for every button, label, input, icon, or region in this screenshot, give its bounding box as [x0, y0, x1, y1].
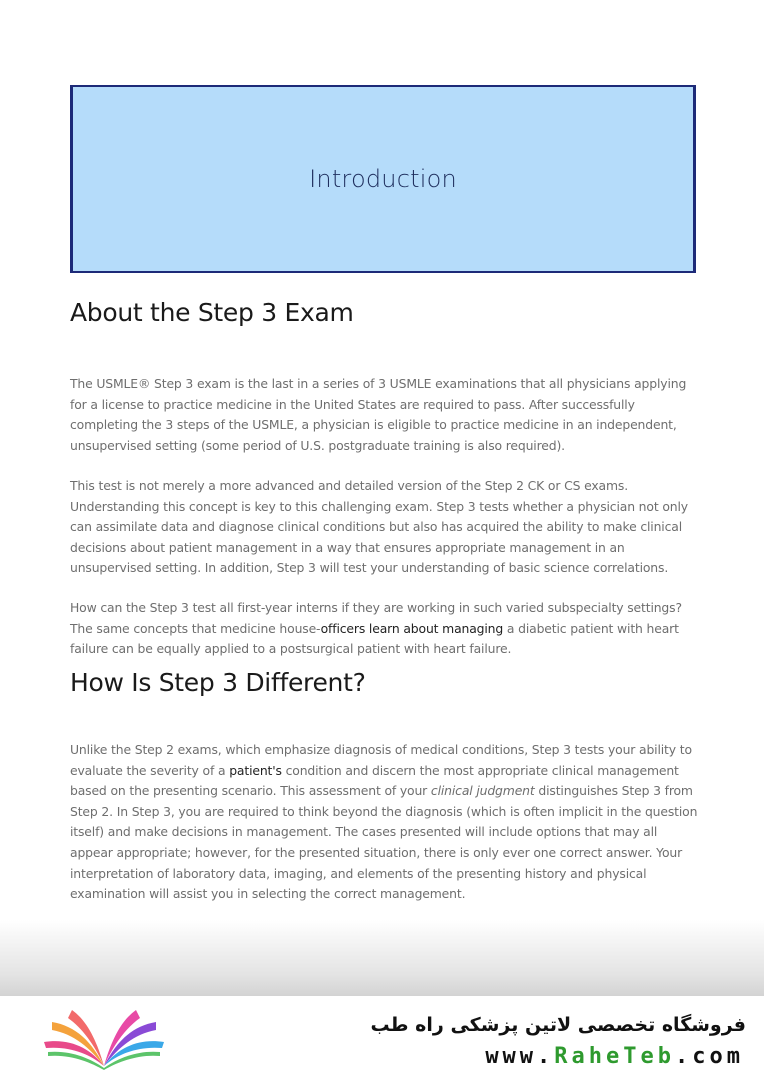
paragraph-about-1: The USMLE® Step 3 exam is the last in a series of 3 USMLE examinations that all physicians applying for a license to practice medicine in the United States are required to pass. After successfully completing the 3 steps of the USMLE, a physician is eligible to practice medicine in an independent, unsupervised setting (some period of U.S. postgraduate training is also required). [70, 376, 687, 453]
paragraph-different-text-c: condition and discern the most appropriate clinical management based on the presenting scenario. This assessment of your [70, 762, 679, 799]
footer-shadow [0, 920, 764, 998]
paragraph-about-3-text-b: officers learn about managing [320, 620, 504, 636]
footer-bar [0, 996, 764, 1080]
paragraph-different-text-e: distinguishes Step 3 from Step 2. In Step 3, you are required to think beyond the diagnosis (which is often implicit in the question itself) and make decisions in management. The cases presented will include options that may all appear appropriate; however, for the presented situation, there is only ever one correct answer. Your interpretation of laboratory data, imaging, and elements of the presenting history and physical examination will assist you in selecting the correct management. [70, 783, 698, 902]
paragraph-about-3-text-c: a diabetic patient with heart failure can be equally applied to a postsurgical patient with heart failure. [70, 620, 679, 657]
section-heading-different: How Is Step 3 Different? [70, 668, 366, 697]
intro-title: Introduction [309, 165, 457, 193]
url-suffix: .com [675, 1044, 744, 1069]
section-heading-about: About the Step 3 Exam [70, 298, 354, 327]
paragraph-different-text-b: patient's [229, 762, 282, 778]
intro-banner [70, 85, 696, 273]
paragraph-about-3-text-a: How can the Step 3 test all first-year interns if they are working in such varied subspecialty settings? The same concepts that medicine house- [70, 600, 682, 636]
url-brand: RaheTeb [554, 1044, 676, 1069]
open-book-logo-icon [40, 1008, 168, 1070]
paragraph-different-text-d: clinical judgment [430, 783, 535, 799]
footer-website-url [485, 1044, 744, 1069]
paragraph-different-1 [70, 740, 700, 905]
paragraph-about-2: This test is not merely a more advanced and detailed version of the Step 2 CK or CS exams. Understanding this concept is key to this challenging exam. Step 3 tests whether a physician not only can assimilate data and diagnose clinical conditions but also has acquired the ability to make clinical decisions about patient management in a way that ensures appropriate management in an unsupervised setting. In addition, Step 3 will test your understanding of basic science correlations. [70, 478, 688, 576]
footer-brand-persian: فروشگاه تخصصی لاتین پزشکی راه طب [370, 1014, 746, 1036]
paragraph-different-text-a: Unlike the Step 2 exams, which emphasize diagnosis of medical conditions, Step 3 tests your ability to evaluate the severity of a [70, 742, 692, 778]
paragraph-about-3 [70, 598, 700, 660]
url-prefix: www. [485, 1044, 555, 1069]
